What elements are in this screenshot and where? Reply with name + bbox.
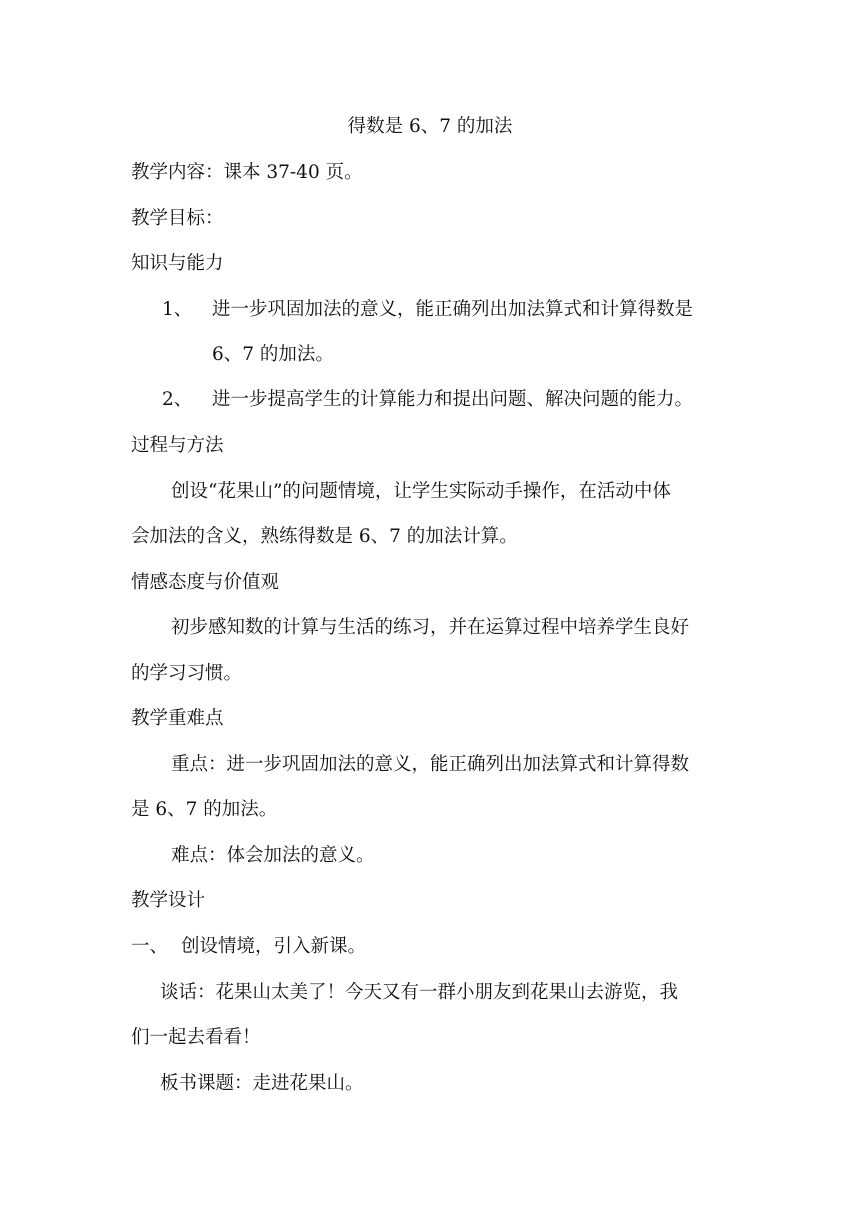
knowledge-item-1-number: 1、	[162, 299, 193, 320]
knowledge-heading: 知识与能力	[131, 253, 224, 274]
process-heading: 过程与方法	[131, 435, 224, 456]
process-text-line-1: 创设“花果山”的问题情境，让学生实际动手操作，在活动中体	[171, 481, 671, 502]
key-heading: 教学重难点	[131, 708, 224, 729]
talk-line-2: 们一起去看看！	[131, 1027, 261, 1048]
key-point-line-2: 是 6、7 的加法。	[131, 799, 278, 820]
section-1-number: 一、	[131, 936, 169, 957]
talk-line-1: 谈话：花果山太美了！今天又有一群小朋友到花果山去游览，我	[160, 982, 679, 1003]
key-point-line-1: 重点：进一步巩固加法的意义，能正确列出加法算式和计算得数	[171, 754, 690, 775]
knowledge-item-2-number: 2、	[162, 389, 193, 410]
knowledge-item-1-text-cont: 6、7 的加法。	[212, 344, 334, 365]
emotion-text-line-2: 的学习习惯。	[131, 663, 243, 684]
board-title: 板书课题：走进花果山。	[160, 1073, 364, 1094]
section-1-title: 创设情境，引入新课。	[181, 936, 367, 957]
design-heading: 教学设计	[131, 890, 206, 911]
page-title: 得数是 6、7 的加法	[347, 116, 513, 137]
knowledge-item-1-text: 进一步巩固加法的意义，能正确列出加法算式和计算得数是	[212, 299, 694, 320]
emotion-text-line-1: 初步感知数的计算与生活的练习，并在运算过程中培养学生良好	[171, 617, 690, 638]
goals-heading: 教学目标：	[131, 208, 224, 229]
process-text-line-2: 会加法的含义，熟练得数是 6、7 的加法计算。	[131, 526, 518, 547]
difficult-point: 难点：体会加法的意义。	[171, 845, 375, 866]
teaching-content: 教学内容：课本 37-40 页。	[131, 162, 363, 183]
knowledge-item-2-text: 进一步提高学生的计算能力和提出问题、解决问题的能力。	[212, 389, 694, 410]
emotion-heading: 情感态度与价值观	[131, 572, 280, 593]
